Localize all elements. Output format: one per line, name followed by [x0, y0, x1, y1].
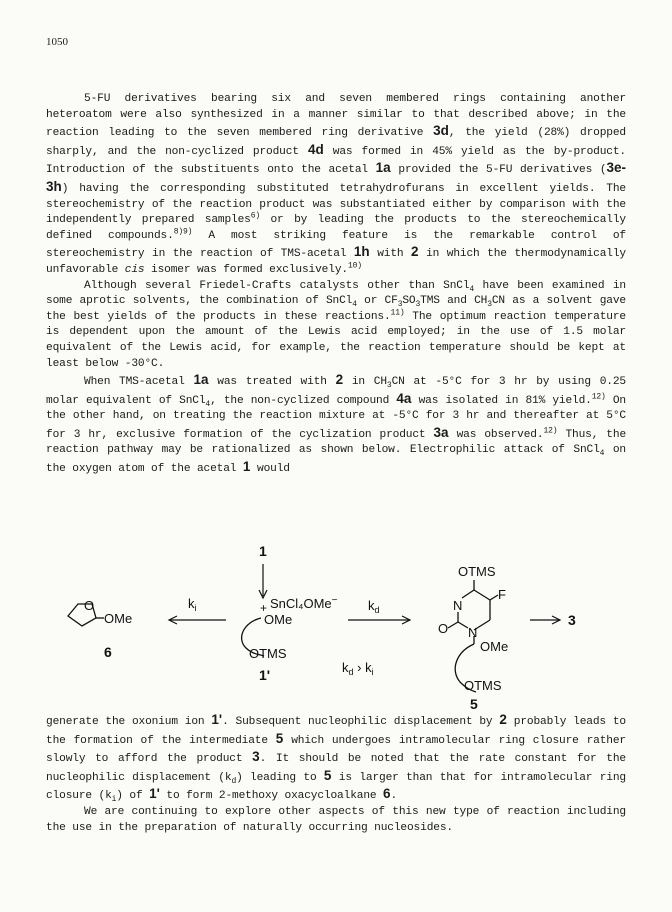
- compound-6-label: 6: [104, 644, 112, 660]
- ring-oxygen: O: [84, 598, 95, 613]
- otms-bottom: OTMS: [464, 678, 502, 693]
- rate-kd: $k_d$: [368, 598, 380, 615]
- compound-ref: 1': [149, 786, 160, 802]
- paragraph-friedel-crafts: Although several Friedel-Crafts catalysts other than SnCl$_4$ have been examined in some aprotic solvents, the combination of SnCl$_4$ or $CF_3SO_3TMS$ and $CH_3CN$ as a solvent gave the best yields of the products in these reactions.$^{11)}$ The optimum reaction temperature is dependent upon the amount of the Lewis acid employed; in the use of 1.5 molar equivalent of the Lewis acid, for example, the reaction temperature should be kept at least below -30°C.: [46, 279, 626, 370]
- compound-ref: 2: [499, 712, 507, 727]
- paragraph-5fu-derivatives: 5-FU derivatives bearing six and seven membered rings containing another heteroatom were also synthesized in a manner similar to that described above; in the reaction leading to the seven membered ring derivative 3d, the yield (28%) dropped sharply, and the non-cyclized product 4d was formed in 45% yield as the by-product. Introduction of the substituents onto the acetal 1a provided the 5-FU derivatives (3e-3h) having the corresponding substituted tetrahydrofurans in excellent yields. The stereochemistry of the reaction product was substantiated either by comparison with the independently prepared samples$^{6)}$ or by leading the products to the stereochemically defined compounds.$^{8)9)}$ A most striking feature is the remarkable control of stereochemistry in the reaction of TMS-acetal 1h with 2 in which the thermodynamically unfavorable cis isomer was formed exclusively.$^{10)}$: [46, 93, 626, 276]
- citation: 10): [347, 261, 362, 271]
- compound-ref: 5: [323, 767, 332, 783]
- page-number: 1050: [46, 36, 68, 48]
- otms-top: OTMS: [458, 564, 496, 579]
- oxonium-plus: +: [260, 601, 268, 615]
- reaction-scheme: [46, 540, 626, 710]
- ome-left: OMe: [104, 611, 133, 626]
- sncl4-ome-complex: SnCl₄OMe−: [270, 595, 338, 611]
- paragraph-continuing: We are continuing to explore other aspects of this new type of reaction including the use in the preparation of naturally occurring nucleosides.: [46, 805, 626, 834]
- compound-ref: 4d: [307, 141, 324, 157]
- fluorine: F: [498, 587, 506, 602]
- rate-comparison: $k_d$ › $k_i$: [342, 660, 374, 677]
- rate-ki: $k_i$: [188, 596, 197, 613]
- pyrimidine-n1: N: [468, 625, 478, 640]
- compound-ref: 3d: [433, 123, 449, 139]
- body-text-top: [46, 92, 626, 478]
- compound-ref: 2: [335, 372, 344, 388]
- compound-5-label: 5: [470, 696, 478, 710]
- compound-ref: 3a: [433, 424, 449, 440]
- otms-center: OTMS: [249, 646, 287, 661]
- ome-center: OMe: [264, 612, 293, 627]
- carbonyl-oxygen: O: [438, 621, 449, 636]
- compound-ref: 1a: [193, 372, 209, 388]
- citation: 12): [591, 391, 606, 401]
- paragraph-oxonium: generate the oxonium ion 1'. Subsequent nucleophilic displacement by 2 probably leads to the formation of the intermediate 5 which undergoes intramolecular ring closure rather slowly to afford the product 3. It should be noted that the rate constant for the nucleophilic displacement $(k_d)$ leading to 5 is larger than that for intramolecular ring closure $(k_i)$ of 1' to form 2-methoxy oxacycloalkane 6.: [46, 712, 626, 805]
- compound-6-structure: [68, 598, 104, 626]
- compound-ref: 5: [275, 730, 284, 746]
- ome-right: OMe: [480, 639, 509, 654]
- citation: 8)9): [173, 227, 193, 237]
- compound-ref: 6: [383, 786, 391, 802]
- body-text-bottom: [46, 712, 626, 836]
- pyrimidine-n3: N: [453, 598, 463, 613]
- compound-ref: 3: [252, 749, 260, 765]
- compound-1-label: 1: [259, 543, 267, 559]
- citation: 11): [390, 307, 405, 317]
- compound-ref: 4a: [396, 390, 412, 406]
- compound-1prime-label: 1': [259, 667, 271, 683]
- compound-ref: 1h: [353, 244, 370, 260]
- compound-ref: 3e-3h: [46, 160, 626, 194]
- compound-ref: 2: [411, 244, 419, 260]
- paragraph-tms-acetal: When TMS-acetal 1a was treated with 2 in $CH_3CN$ at -5°C for 3 hr by using 0.25 molar equivalent of SnCl$_4$, the non-cyclized compound 4a was isolated in 81% yield.$^{12)}$ On the other hand, on treating the reaction mixture at -5°C for 3 hr and thereafter at 5°C for 3 hr, exclusive formation of the cyclization product 3a was observed.$^{12)}$ Thus, the reaction pathway may be rationalized as shown below. Electrophilic attack of SnCl$_4$ on the oxygen atom of the acetal 1 would: [46, 372, 627, 476]
- compound-ref: 1': [211, 712, 223, 727]
- compound-ref: 1a: [375, 160, 391, 176]
- citation: 12): [543, 426, 558, 436]
- citation: 6): [250, 211, 261, 221]
- compound-3-label: 3: [568, 612, 576, 628]
- compound-ref: 1: [242, 459, 251, 475]
